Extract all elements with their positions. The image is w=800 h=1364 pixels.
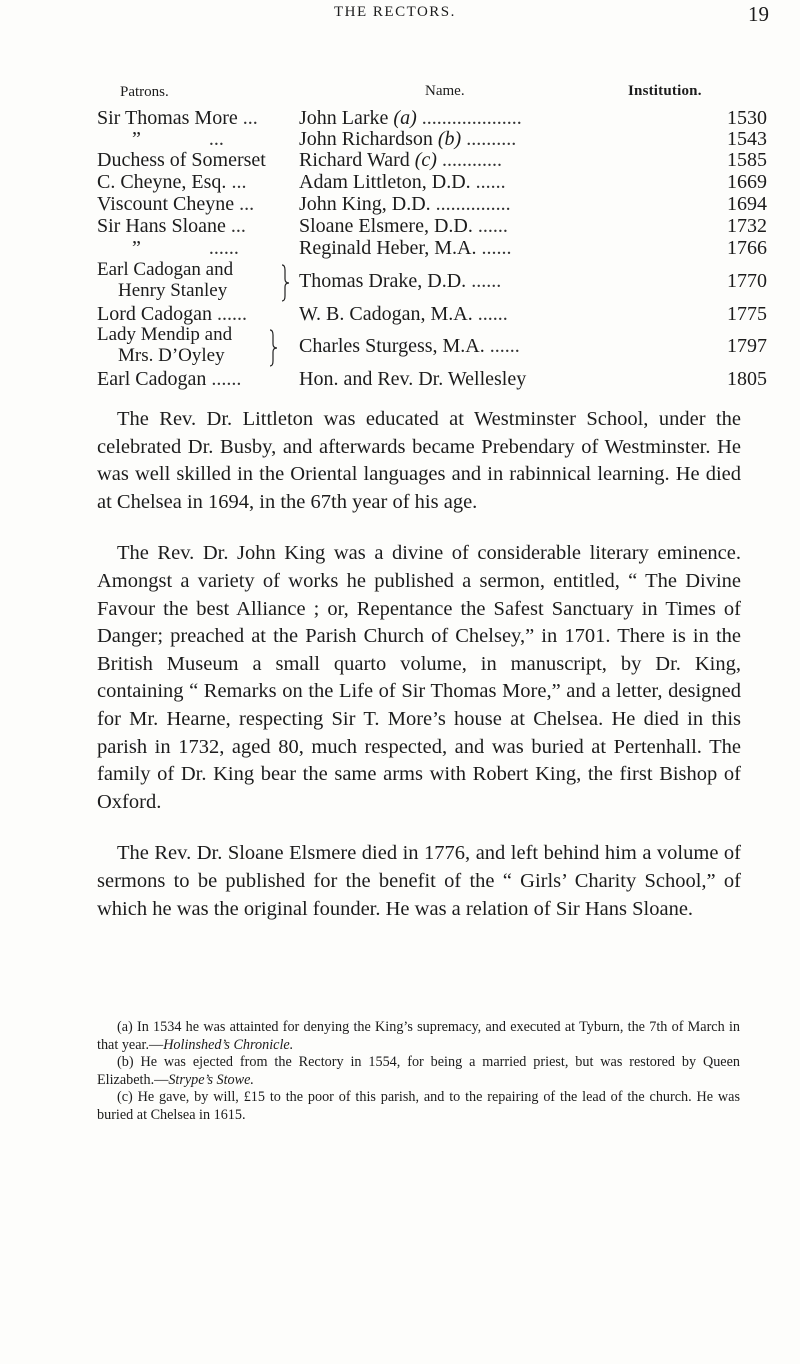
patrons-column-header: Patrons. <box>120 84 169 100</box>
footnotes <box>97 1019 740 1125</box>
table-row-patron <box>132 236 239 260</box>
leader-dots: ...... <box>476 237 512 259</box>
table-row-name <box>299 236 512 260</box>
table-header <box>0 83 800 107</box>
leader-dots: ............... <box>430 193 511 215</box>
table-row-year: 1694 <box>727 193 767 215</box>
table-row-patron <box>97 170 246 194</box>
institution-column-header: Institution. <box>628 83 702 99</box>
rector-name: Charles Sturgess, M.A. <box>299 335 485 357</box>
footnote-a <box>97 1019 740 1054</box>
leader-dots: ...... <box>470 171 506 193</box>
rector-name: Richard Ward <box>299 149 410 171</box>
footnote-b <box>97 1054 740 1089</box>
leader-dots: ... <box>242 107 258 129</box>
patron-name: Earl Cadogan and <box>97 259 234 280</box>
rector-name: John Richardson <box>299 128 433 150</box>
table-row-year: 1543 <box>727 128 767 150</box>
rector-name: Thomas Drake, D.D. <box>299 270 467 292</box>
leader-dots: ...... <box>211 368 242 390</box>
leader-dots: ...... <box>472 303 508 325</box>
page-number: 19 <box>748 2 769 26</box>
footnote-source: Holinshed’s Chronicle. <box>163 1036 294 1053</box>
patron-name: Duchess of Somerset <box>97 149 266 171</box>
brace-icon <box>268 329 278 367</box>
brace-icon <box>280 264 290 302</box>
table-row-name <box>299 367 526 391</box>
running-title: THE RECTORS. <box>334 4 456 20</box>
table-row-name <box>299 214 508 238</box>
table-row-patron <box>97 259 233 280</box>
patron-name: Viscount Cheyne <box>97 193 235 215</box>
running-head <box>0 2 800 32</box>
patron-name: Sir Thomas More <box>97 107 238 129</box>
table-row-patron <box>97 324 232 345</box>
leader-dots: ... <box>208 128 224 150</box>
table-row-year: 1766 <box>727 237 767 259</box>
table-row-year: 1775 <box>727 303 767 325</box>
table-row-year: 1805 <box>727 368 767 390</box>
rector-name: Adam Littleton, D.D. <box>299 171 471 193</box>
leader-dots: .......... <box>461 128 517 150</box>
table-row-year: 1585 <box>727 149 767 171</box>
table-row-year: 1770 <box>727 270 767 292</box>
patron-name: Sir Hans Sloane <box>97 215 226 237</box>
leader-dots: ... <box>231 171 247 193</box>
table-row-year: 1732 <box>727 215 767 237</box>
table-row-name <box>299 148 502 172</box>
paragraph-elsmere: The Rev. Dr. Sloane Elsmere died in 1776, and left behind him a volume of sermons to be published for the benefit of the “ Girls’ Charity School,” of which he was the original founder. He was a relation of Sir Hans Sloane. <box>97 842 741 920</box>
patron-name: Mrs. D’Oyley <box>118 345 225 366</box>
footnote-text: (b) He was ejected from the Rectory in 1554, for being a married priest, but was restored by Queen Elizabeth.— <box>97 1054 740 1088</box>
leader-dots: ...... <box>208 237 239 259</box>
table-row-year: 1669 <box>727 171 767 193</box>
table-row-name <box>299 170 506 194</box>
footnote-text: (c) He gave, by will, £15 to the poor of this parish, and to the repairing of the lead of the church. He was buried at Chelsea in 1615. <box>97 1089 740 1123</box>
leader-dots: ...... <box>472 215 508 237</box>
rector-name: John King, D.D. <box>299 193 431 215</box>
patron-name: Lady Mendip and <box>97 324 233 345</box>
footnote-ref: (b) <box>437 128 462 150</box>
table-row-patron-continued <box>118 345 225 366</box>
table-row-patron <box>97 302 247 326</box>
paragraph-littleton: The Rev. Dr. Littleton was educated at Westminster School, under the celebrated Dr. Busby, and afterwards became Prebendary of Westminster. He was well skilled in the Oriental languages and in rabinnical learning. He died at Chelsea in 1694, in the 67th year of his age. <box>97 408 741 513</box>
table-row-patron-continued <box>118 280 227 301</box>
rector-name: Hon. and Rev. Dr. Wellesley <box>299 368 527 390</box>
patron-name: C. Cheyne, Esq. <box>97 171 227 193</box>
leader-dots: ... <box>239 193 255 215</box>
leader-dots: ...... <box>216 303 247 325</box>
table-row-name <box>299 192 511 216</box>
ditto-mark: ” <box>132 128 141 150</box>
table-row-year: 1530 <box>727 107 767 129</box>
footnote-ref: (a) <box>393 107 417 129</box>
leader-dots: ...... <box>466 270 502 292</box>
table-row-name <box>299 302 508 326</box>
leader-dots: ............ <box>436 149 502 171</box>
footnote-source: Strype’s Stowe. <box>168 1071 254 1088</box>
table-row-patron <box>97 367 241 391</box>
patron-name: Earl Cadogan <box>97 368 207 390</box>
table-row-year: 1797 <box>727 335 767 357</box>
leader-dots: .................... <box>416 107 522 129</box>
body-text <box>97 406 741 947</box>
table-row-name <box>299 269 501 293</box>
ditto-mark: ” <box>132 237 141 259</box>
table-row-name <box>299 334 520 358</box>
table-row-patron <box>97 148 266 172</box>
rector-name: W. B. Cadogan, M.A. <box>299 303 473 325</box>
footnote-ref: (c) <box>414 149 437 171</box>
patron-name: Lord Cadogan <box>97 303 212 325</box>
table-row-patron <box>97 192 254 216</box>
paragraph-king: The Rev. Dr. John King was a divine of considerable literary eminence. Amongst a variety of works he published a sermon, entitled, “ The Divine Favour the best Alliance ; or, Repentance the Safest Sanctuary in Times of Danger; preached at the Parish Church of Chelsey,” in 1701. There is in the British Museum a small quarto volume, in manuscript, by Dr. King, containing “ Remarks on the Life of Sir Thomas More,” and a letter, designed for Mr. Hearne, respecting Sir T. More’s house at Chelsea. He died in this parish in 1732, aged 80, much respected, and was buried at Pertenhall. The family of Dr. King bear the same arms with Robert King, the first Bishop of Oxford. <box>97 542 741 813</box>
rector-name: Reginald Heber, M.A. <box>299 237 477 259</box>
rector-name: John Larke <box>299 107 389 129</box>
table-row-patron <box>97 214 246 238</box>
footnote-c <box>97 1089 740 1124</box>
rector-name: Sloane Elsmere, D.D. <box>299 215 473 237</box>
leader-dots: ...... <box>484 335 520 357</box>
footnote-text: (a) In 1534 he was attainted for denying the King’s supremacy, and executed at Tyburn, the 7th of March in that year.— <box>97 1019 740 1053</box>
leader-dots: ... <box>230 215 246 237</box>
name-column-header: Name. <box>425 83 465 99</box>
patron-name: Henry Stanley <box>118 280 228 301</box>
